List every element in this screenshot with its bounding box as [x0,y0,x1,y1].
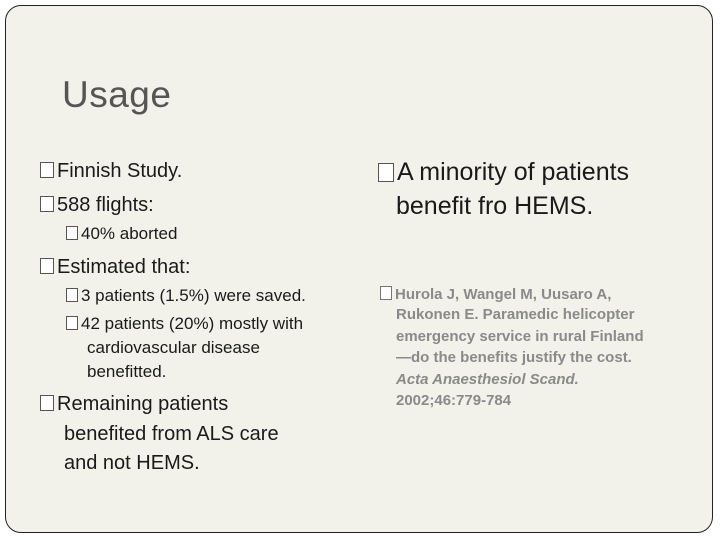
bullet-box-icon [40,162,54,178]
bullet-box-icon [66,288,78,302]
bullet-minority [378,158,629,187]
sub-bullet-saved [66,286,306,306]
bullet-text: 588 flights: [57,194,154,216]
bullet-text: Finnish Study. [57,160,183,182]
reference-cont: emergency service in rural Finland [396,328,644,345]
bullet-flights [40,194,154,217]
bullet-box-icon [40,395,54,411]
reference-text: Hurola J, Wangel M, Uusaro A, [395,286,612,303]
bullet-text: 42 patients (20%) mostly with [81,314,304,333]
bullet-text: A minority of patients [397,158,630,186]
bullet-remaining-cont: benefited from ALS care [64,423,279,445]
bullet-box-icon [380,286,392,300]
bullet-box-icon [66,226,78,240]
bullet-box-icon [378,163,394,182]
bullet-remaining [40,393,228,416]
reference-cont: —do the benefits justify the cost. [396,349,632,366]
bullet-remaining-cont: and not HEMS. [64,452,200,474]
reference-citation [380,285,611,303]
bullet-text: 3 patients (1.5%) were saved. [81,286,306,305]
bullet-text: 40% aborted [81,224,178,243]
sub-bullet-aborted [66,224,177,244]
reference-cont: 2002;46:779-784 [396,392,512,409]
reference-cont: Rukonen E. Paramedic helicopter [396,306,635,323]
bullet-box-icon [66,316,78,330]
bullet-minority-cont: benefit fro HEMS. [396,192,594,220]
bullet-finnish-study [40,160,182,183]
reference-journal: Acta Anaesthesiol Scand. [396,371,579,388]
bullet-box-icon [40,196,54,212]
sub-bullet-benefitted-cont: cardiovascular disease [87,338,260,357]
sub-bullet-benefitted [66,314,303,334]
bullet-text: Estimated that: [57,256,191,278]
bullet-estimated [40,256,190,279]
bullet-text: Remaining patients [57,393,229,415]
slide-title: Usage [62,74,172,115]
bullet-box-icon [40,258,54,274]
sub-bullet-benefitted-cont: benefitted. [87,362,167,381]
